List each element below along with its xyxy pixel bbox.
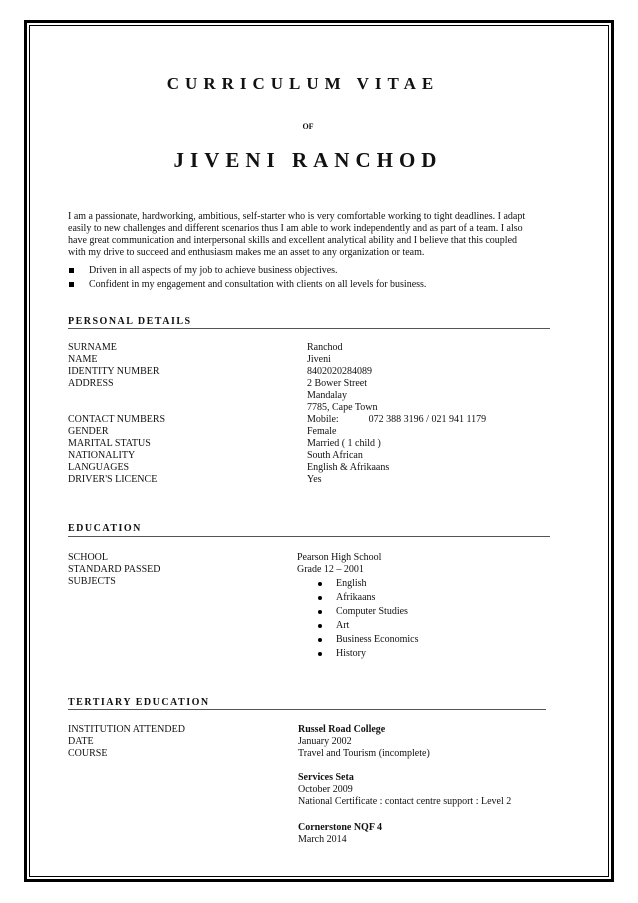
institution-course: National Certificate : contact centre support : Level 2: [298, 796, 512, 807]
institution-date: January 2002: [298, 736, 352, 747]
square-bullet-icon: [69, 282, 74, 287]
round-bullet-icon: [318, 638, 322, 642]
candidate-name: JIVENI RANCHOD: [173, 148, 443, 172]
value-marital-status: Married ( 1 child ): [307, 438, 381, 449]
education-values: [297, 552, 381, 576]
label-languages: LANGUAGES: [68, 462, 130, 473]
label-surname: SURNAME: [68, 342, 117, 353]
institution-course: Travel and Tourism (incomplete): [298, 748, 430, 759]
institution-name: Russel Road College: [298, 724, 386, 735]
list-item: Driven in all aspects of my job to achieve business objectives.: [68, 264, 548, 278]
label-contact-numbers: CONTACT NUMBERS: [68, 414, 166, 425]
value-contact-numbers: [307, 414, 486, 426]
round-bullet-icon: [318, 596, 322, 600]
label-course: COURSE: [68, 748, 108, 759]
round-bullet-icon: [318, 652, 322, 656]
personal-values: [307, 342, 486, 486]
section-heading-education: EDUCATION: [68, 523, 142, 534]
subjects-list: [316, 577, 419, 661]
intro-line: I am a passionate, hardworking, ambitious, self-starter who is very comfortable working to tight deadlines. I adapt: [68, 211, 526, 222]
label-institution-attended: INSTITUTION ATTENDED: [68, 724, 185, 735]
round-bullet-icon: [318, 610, 322, 614]
value-surname: Ranchod: [307, 342, 343, 353]
mobile-label: Mobile:: [307, 414, 339, 425]
mobile-numbers: 072 388 3196 / 021 941 1179: [368, 414, 487, 425]
section-rule: [68, 536, 550, 537]
intro-line: with my drive to succeed and enthusiasm makes me an asset to any organization or team.: [68, 247, 425, 258]
label-drivers-licence: DRIVER'S LICENCE: [68, 474, 158, 485]
label-identity-number: IDENTITY NUMBER: [68, 366, 160, 377]
tertiary-entry: [298, 772, 511, 808]
document-title: CURRICULUM VITAE: [166, 74, 440, 93]
education-labels: [68, 552, 160, 588]
list-item: Business Economics: [316, 633, 419, 647]
label-standard-passed: STANDARD PASSED: [68, 564, 161, 575]
value-address-line-1: 2 Bower Street: [307, 378, 367, 389]
value-address-line-2: Mandalay: [307, 390, 347, 401]
value-gender: Female: [307, 426, 337, 437]
label-marital-status: MARITAL STATUS: [68, 438, 151, 449]
list-item: Confident in my engagement and consultation with clients on all levels for business.: [68, 278, 548, 292]
label-blank: [68, 390, 165, 402]
label-address: ADDRESS: [68, 378, 114, 389]
section-rule: [68, 328, 550, 329]
tertiary-entry: [298, 724, 430, 760]
intro-line: have great communication and interpersonal skills and excellent analytical ability and I believe that this coupled: [68, 235, 518, 246]
label-gender: GENDER: [68, 426, 109, 437]
value-identity-number: 8402020284089: [307, 366, 372, 377]
tertiary-labels: [68, 724, 185, 760]
value-address-line-3: 7785, Cape Town: [307, 402, 378, 413]
list-item: History: [316, 647, 419, 661]
label-school: SCHOOL: [68, 552, 109, 563]
label-date: DATE: [68, 736, 94, 747]
value-nationality: South African: [307, 450, 363, 461]
value-languages: English & Afrikaans: [307, 462, 390, 473]
value-drivers-licence: Yes: [307, 474, 322, 485]
label-name: NAME: [68, 354, 98, 365]
section-heading-tertiary: TERTIARY EDUCATION: [68, 697, 210, 708]
list-item: Computer Studies: [316, 605, 419, 619]
intro-line: easily to new challenges and different scenarios thus I am able to work independently and as part of a team. I also: [68, 223, 523, 234]
round-bullet-icon: [318, 582, 322, 586]
label-blank: [68, 402, 165, 414]
institution-date: October 2009: [298, 784, 353, 795]
personal-labels: [68, 342, 165, 486]
value-name: Jiveni: [307, 354, 331, 365]
tertiary-entry: [298, 822, 382, 846]
list-item: English: [316, 577, 419, 591]
list-item: Afrikaans: [316, 591, 419, 605]
intro-paragraph: [68, 211, 550, 259]
institution-date: March 2014: [298, 834, 347, 845]
value-school: Pearson High School: [297, 552, 382, 563]
label-subjects: SUBJECTS: [68, 576, 116, 587]
round-bullet-icon: [318, 624, 322, 628]
label-nationality: NATIONALITY: [68, 450, 136, 461]
square-bullet-icon: [69, 268, 74, 273]
title-of: OF: [302, 122, 314, 131]
list-item: Art: [316, 619, 419, 633]
value-standard-passed: Grade 12 – 2001: [297, 564, 364, 575]
section-heading-personal: PERSONAL DETAILS: [68, 316, 192, 327]
section-rule: [68, 709, 546, 710]
institution-name: Cornerstone NQF 4: [298, 822, 383, 833]
institution-name: Services Seta: [298, 772, 354, 783]
intro-bullet-list: [68, 264, 548, 292]
